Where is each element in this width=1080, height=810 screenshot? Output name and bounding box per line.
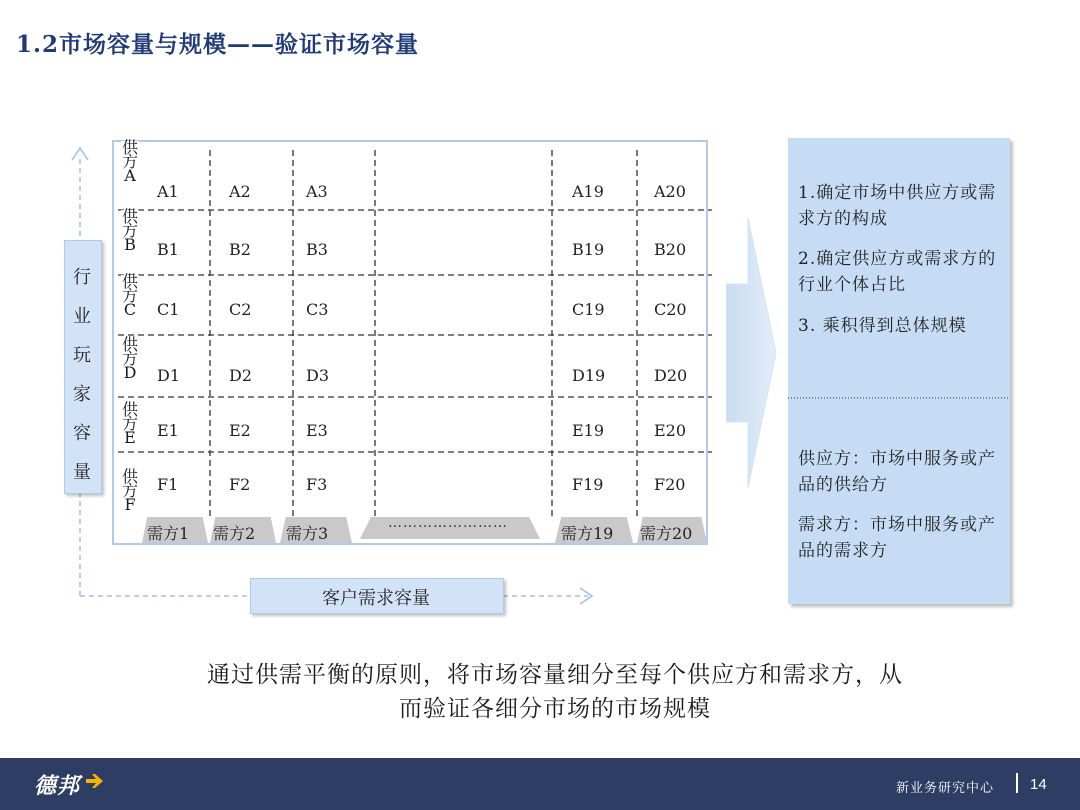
matrix-cell: D19: [572, 366, 606, 385]
department-name: 新业务研究中心: [896, 781, 995, 796]
supplier-label-d: 供 方 D: [121, 335, 138, 382]
matrix-cell: F20: [654, 475, 686, 494]
matrix-cell: F1: [157, 475, 179, 494]
demand-label-1: 需方1: [147, 524, 190, 543]
matrix-cell: F2: [229, 475, 251, 494]
panel-divider: [788, 396, 1010, 400]
matrix-cell: D2: [229, 366, 253, 385]
page-title: 1.2市场容量与规模——验证市场容量: [16, 31, 420, 58]
step-3-text: 3. 乘积得到总体规模: [798, 316, 967, 336]
matrix-cell: F19: [572, 475, 604, 494]
matrix-cell: C2: [229, 300, 252, 319]
caption-line-1: 通过供需平衡的原则，将市场容量细分至每个供应方和需求方，从: [207, 662, 903, 688]
demand-label-2: 需方2: [213, 524, 256, 543]
summary-caption: [130, 658, 980, 726]
company-logo: 德邦: [34, 774, 81, 799]
demand-label-3: 需方3: [286, 524, 329, 543]
matrix-cell: B20: [654, 240, 687, 259]
supplier-definition: 供应方：市场中服务或产品的供给方: [798, 449, 996, 495]
matrix-cell: C20: [654, 300, 687, 319]
matrix-cell: A20: [654, 182, 686, 201]
right-arrow-icon: [726, 218, 778, 488]
matrix-cell: B2: [229, 240, 251, 259]
matrix-cell: E3: [306, 421, 328, 440]
footer-separator: [1016, 773, 1018, 793]
matrix-cell: C19: [572, 300, 605, 319]
matrix-cell: A3: [306, 182, 328, 201]
supplier-label-e: 供 方 E: [121, 400, 138, 447]
supplier-label-c: 供 方 C: [121, 272, 138, 319]
supplier-label-b: 供 方 B: [121, 207, 138, 254]
matrix-cell: D3: [306, 366, 330, 385]
matrix-cell: B3: [306, 240, 328, 259]
matrix-cell: B19: [572, 240, 605, 259]
step-1-text: 1.确定市场中供应方或需求方的构成: [798, 183, 997, 229]
matrix-cell: A19: [572, 182, 604, 201]
supplier-label-f: 供 方 F: [121, 467, 138, 514]
demand-ellipsis: ……………………: [388, 515, 508, 531]
matrix-cell: E2: [229, 421, 251, 440]
logo-arrow-icon: [86, 773, 104, 789]
demander-definition: 需求方：市场中服务或产品的需求方: [798, 515, 996, 561]
matrix-cell: C3: [306, 300, 329, 319]
step-2-text: 2.确定供应方或需求方的行业个体占比: [798, 249, 997, 295]
matrix-cell: E1: [157, 421, 179, 440]
demand-label-19: 需方19: [561, 524, 614, 543]
page-number: 14: [1030, 776, 1047, 793]
matrix-cell: F3: [306, 475, 328, 494]
demand-label-20: 需方20: [640, 524, 693, 543]
customer-demand-label: 客户需求容量: [322, 588, 430, 609]
matrix-cell: E19: [572, 421, 605, 440]
matrix-cell: D1: [157, 366, 181, 385]
matrix-cell: A1: [157, 182, 179, 201]
matrix-cell: B1: [157, 240, 179, 259]
supplier-label-a: 供 方 A: [121, 138, 138, 185]
matrix-cell: A2: [229, 182, 251, 201]
matrix-cell: E20: [654, 421, 687, 440]
matrix-cell: D20: [654, 366, 688, 385]
industry-capacity-label: 行 业 玩 家 容 量: [73, 267, 91, 483]
matrix-cell: C1: [157, 300, 180, 319]
caption-line-2: 而验证各细分市场的市场规模: [399, 696, 711, 722]
